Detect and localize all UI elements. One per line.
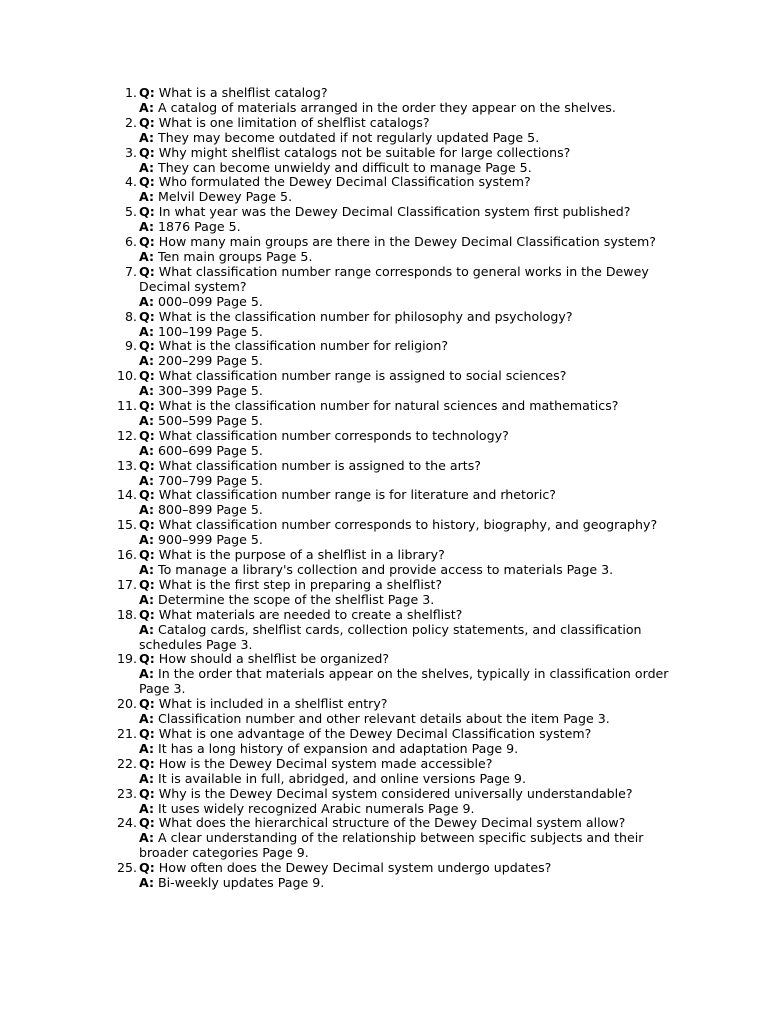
question-line — [139, 116, 676, 131]
question-text: What is the classification number for religion? — [158, 338, 449, 354]
answer-line — [139, 384, 676, 399]
qa-item — [0, 265, 768, 310]
qa-item — [0, 459, 768, 489]
answer-line — [139, 533, 676, 548]
item-number: 12. — [116, 427, 137, 443]
answer-line — [139, 101, 676, 116]
item-number: 16. — [116, 547, 137, 563]
answer-line — [139, 161, 676, 176]
question-label: Q: — [139, 517, 155, 533]
question-line — [139, 205, 676, 220]
question-text: What materials are needed to create a shelflist? — [158, 606, 463, 622]
item-number: 24. — [116, 815, 137, 831]
question-line — [139, 608, 676, 623]
question-text: Why is the Dewey Decimal system considered universally understandable? — [158, 785, 633, 801]
qa-item — [0, 578, 768, 608]
question-line — [139, 697, 676, 712]
answer-line — [139, 220, 676, 235]
qa-item — [0, 339, 768, 369]
item-number: 6. — [124, 234, 137, 250]
question-text: What is included in a shelflist entry? — [158, 696, 388, 712]
qa-item — [0, 146, 768, 176]
answer-line — [139, 444, 676, 459]
item-number: 13. — [116, 457, 137, 473]
answer-label: A: — [139, 666, 155, 682]
question-line — [139, 459, 676, 474]
answer-line — [139, 503, 676, 518]
answer-label: A: — [139, 472, 155, 488]
answer-text: Melvil Dewey Page 5. — [158, 189, 293, 205]
question-label: Q: — [139, 755, 155, 771]
question-text: What is one advantage of the Dewey Decimal Classification system? — [158, 725, 592, 741]
answer-label: A: — [139, 219, 155, 235]
question-label: Q: — [139, 234, 155, 250]
question-line — [139, 578, 676, 593]
answer-label: A: — [139, 293, 155, 309]
question-label: Q: — [139, 487, 155, 503]
question-text: What classification number corresponds to history, biography, and geography? — [158, 517, 658, 533]
question-text: What does the hierarchical structure of the Dewey Decimal system allow? — [158, 815, 626, 831]
item-number: 2. — [124, 114, 137, 130]
question-label: Q: — [139, 263, 155, 279]
answer-line — [139, 131, 676, 146]
answer-label: A: — [139, 442, 155, 458]
question-line — [139, 146, 676, 161]
answer-line — [139, 831, 676, 861]
item-number: 23. — [116, 785, 137, 801]
answer-line — [139, 295, 676, 310]
question-line — [139, 727, 676, 742]
answer-label: A: — [139, 99, 155, 115]
question-line — [139, 399, 676, 414]
answer-label: A: — [139, 562, 155, 577]
question-line — [139, 339, 676, 354]
answer-label: A: — [139, 591, 155, 607]
answer-label: A: — [139, 711, 155, 727]
question-label: Q: — [139, 338, 155, 354]
answer-text: 700–799 Page 5. — [158, 472, 263, 488]
item-number: 17. — [116, 576, 137, 592]
qa-item — [0, 548, 768, 578]
question-text: What classification number range is assigned to social sciences? — [158, 368, 567, 384]
answer-label: A: — [139, 129, 155, 145]
answer-text: 200–299 Page 5. — [158, 353, 263, 369]
qa-item — [0, 488, 768, 518]
question-line — [139, 235, 676, 250]
answer-label: A: — [139, 159, 155, 175]
question-line — [139, 265, 676, 295]
answer-label: A: — [139, 830, 155, 846]
question-label: Q: — [139, 398, 155, 414]
question-text: What classification number range corresponds to general works in the Dewey Decimal system? — [139, 263, 649, 294]
answer-text: They can become unwieldy and difficult to manage Page 5. — [158, 159, 532, 175]
question-label: Q: — [139, 368, 155, 384]
answer-text: 600–699 Page 5. — [158, 442, 263, 458]
question-line — [139, 86, 676, 101]
answer-text: A clear understanding of the relationship between specific subjects and their broader categories Page 9. — [139, 830, 644, 861]
question-label: Q: — [139, 815, 155, 831]
answer-text: 500–599 Page 5. — [158, 412, 263, 428]
question-label: Q: — [139, 860, 155, 876]
item-number: 10. — [116, 368, 137, 384]
qa-item — [0, 697, 768, 727]
item-number: 3. — [124, 144, 137, 160]
question-text: What is a shelflist catalog? — [158, 85, 328, 100]
question-label: Q: — [139, 606, 155, 622]
question-line — [139, 757, 676, 772]
item-number: 19. — [116, 651, 137, 667]
answer-text: 800–899 Page 5. — [158, 502, 263, 518]
item-number: 20. — [116, 696, 137, 712]
qa-item — [0, 816, 768, 861]
answer-text: 1876 Page 5. — [158, 219, 241, 235]
item-number: 21. — [116, 725, 137, 741]
answer-text: 900–999 Page 5. — [158, 532, 263, 548]
answer-label: A: — [139, 353, 155, 369]
answer-text: 100–199 Page 5. — [158, 323, 263, 339]
answer-line — [139, 474, 676, 489]
question-line — [139, 861, 676, 876]
question-label: Q: — [139, 308, 155, 324]
question-text: What classification number range is for literature and rhetoric? — [158, 487, 556, 503]
answer-text: 000–099 Page 5. — [158, 293, 263, 309]
question-label: Q: — [139, 427, 155, 443]
answer-label: A: — [139, 875, 155, 891]
answer-text: 300–399 Page 5. — [158, 383, 263, 399]
answer-text: Catalog cards, shelflist cards, collection policy statements, and classification schedules Page 3. — [139, 621, 642, 652]
qa-item — [0, 608, 768, 653]
question-label: Q: — [139, 696, 155, 712]
answer-line — [139, 802, 676, 817]
question-label: Q: — [139, 457, 155, 473]
question-text: What is the classification number for philosophy and psychology? — [158, 308, 573, 324]
answer-label: A: — [139, 770, 155, 786]
question-text: How should a shelflist be organized? — [158, 651, 390, 667]
answer-text: It is available in full, abridged, and online versions Page 9. — [158, 770, 526, 786]
answer-text: Ten main groups Page 5. — [158, 248, 313, 264]
qa-item — [0, 429, 768, 459]
qa-item — [0, 310, 768, 340]
answer-text: Classification number and other relevant details about the item Page 3. — [158, 711, 610, 727]
question-label: Q: — [139, 725, 155, 741]
question-text: In what year was the Dewey Decimal Classification system first published? — [158, 204, 631, 220]
answer-text: A catalog of materials arranged in the order they appear on the shelves. — [158, 99, 616, 115]
answer-line — [139, 593, 676, 608]
answer-line — [139, 563, 676, 578]
document-page — [0, 86, 768, 891]
question-label: Q: — [139, 174, 155, 190]
question-line — [139, 787, 676, 802]
item-number: 22. — [116, 755, 137, 771]
question-label: Q: — [139, 114, 155, 130]
qa-item — [0, 369, 768, 399]
item-number: 4. — [124, 174, 137, 190]
answer-text: Bi-weekly updates Page 9. — [158, 875, 325, 891]
qa-item — [0, 861, 768, 891]
question-label: Q: — [139, 144, 155, 160]
answer-line — [139, 742, 676, 757]
question-text: What classification number is assigned to the arts? — [158, 457, 481, 473]
question-line — [139, 429, 676, 444]
answer-text: In the order that materials appear on the shelves, typically in classification order Page 3. — [139, 666, 669, 697]
answer-label: A: — [139, 248, 155, 264]
qa-item — [0, 652, 768, 697]
answer-line — [139, 623, 676, 653]
qa-item — [0, 787, 768, 817]
question-label: Q: — [139, 785, 155, 801]
question-line — [139, 652, 676, 667]
answer-text: Determine the scope of the shelflist Page 3. — [158, 591, 435, 607]
answer-label: A: — [139, 383, 155, 399]
answer-label: A: — [139, 189, 155, 205]
qa-item — [0, 727, 768, 757]
answer-line — [139, 712, 676, 727]
answer-text: It uses widely recognized Arabic numerals Page 9. — [158, 800, 475, 816]
qa-item — [0, 235, 768, 265]
answer-text: They may become outdated if not regularly updated Page 5. — [158, 129, 540, 145]
answer-label: A: — [139, 740, 155, 756]
item-number: 18. — [116, 606, 137, 622]
item-number: 14. — [116, 487, 137, 503]
answer-text: It has a long history of expansion and adaptation Page 9. — [158, 740, 519, 756]
question-text: What classification number corresponds to technology? — [158, 427, 509, 443]
answer-line — [139, 190, 676, 205]
question-line — [139, 369, 676, 384]
question-text: What is the purpose of a shelflist in a library? — [158, 547, 445, 563]
item-number: 25. — [116, 860, 137, 876]
question-text: Why might shelflist catalogs not be suitable for large collections? — [158, 144, 571, 160]
answer-label: A: — [139, 800, 155, 816]
answer-label: A: — [139, 502, 155, 518]
qa-item — [0, 205, 768, 235]
answer-label: A: — [139, 323, 155, 339]
answer-label: A: — [139, 621, 155, 637]
answer-label: A: — [139, 412, 155, 428]
answer-line — [139, 250, 676, 265]
question-line — [139, 548, 676, 563]
question-label: Q: — [139, 204, 155, 220]
answer-line — [139, 772, 676, 787]
question-text: Who formulated the Dewey Decimal Classification system? — [158, 174, 531, 190]
question-line — [139, 175, 676, 190]
question-text: What is one limitation of shelflist catalogs? — [158, 114, 430, 130]
question-text: How many main groups are there in the Dewey Decimal Classification system? — [158, 234, 656, 250]
qa-list — [0, 86, 768, 891]
question-label: Q: — [139, 547, 155, 563]
item-number: 7. — [124, 263, 137, 279]
question-label: Q: — [139, 85, 155, 100]
qa-item — [0, 757, 768, 787]
question-text: How often does the Dewey Decimal system undergo updates? — [158, 860, 552, 876]
question-label: Q: — [139, 576, 155, 592]
question-label: Q: — [139, 651, 155, 667]
answer-line — [139, 325, 676, 340]
item-number: 11. — [116, 398, 137, 414]
item-number: 15. — [116, 517, 137, 533]
qa-item — [0, 116, 768, 146]
item-number: 8. — [124, 308, 137, 324]
item-number: 1. — [124, 85, 137, 100]
answer-line — [139, 667, 676, 697]
qa-item — [0, 399, 768, 429]
question-line — [139, 310, 676, 325]
item-number: 9. — [124, 338, 137, 354]
qa-item — [0, 86, 768, 116]
question-text: What is the first step in preparing a shelflist? — [158, 576, 443, 592]
question-text: What is the classification number for natural sciences and mathematics? — [158, 398, 619, 414]
qa-item — [0, 175, 768, 205]
question-line — [139, 488, 676, 503]
item-number: 5. — [124, 204, 137, 220]
answer-line — [139, 354, 676, 369]
question-line — [139, 518, 676, 533]
question-line — [139, 816, 676, 831]
answer-line — [139, 414, 676, 429]
answer-text: To manage a library's collection and provide access to materials Page 3. — [158, 562, 614, 577]
answer-label: A: — [139, 532, 155, 548]
question-text: How is the Dewey Decimal system made accessible? — [158, 755, 493, 771]
answer-line — [139, 876, 676, 891]
qa-item — [0, 518, 768, 548]
